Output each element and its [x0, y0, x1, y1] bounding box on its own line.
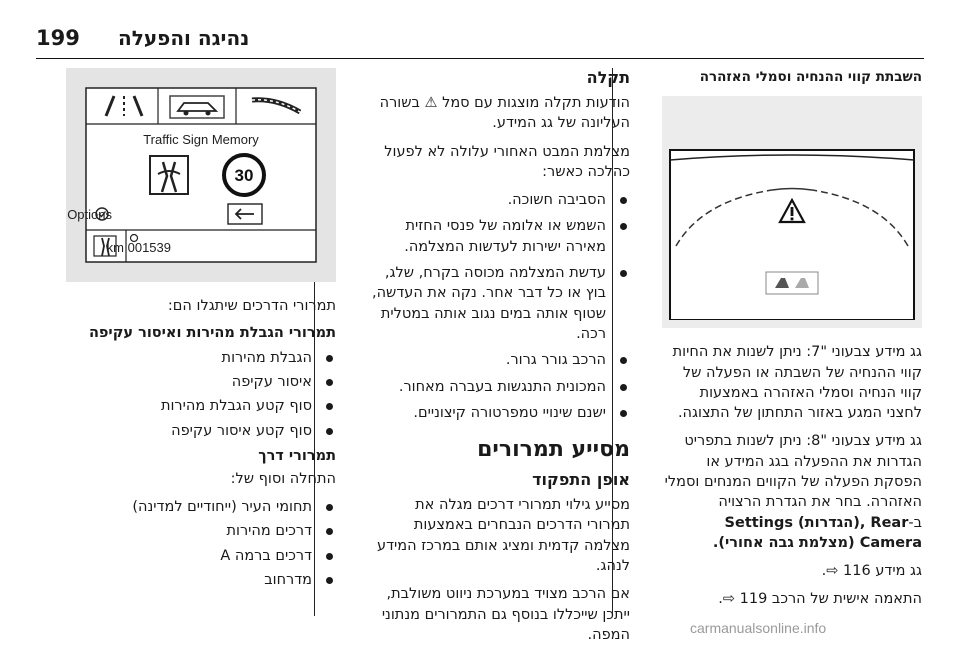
paragraph	[662, 431, 922, 553]
column-right	[662, 68, 922, 612]
odometer-readout: 001539 km	[106, 240, 171, 255]
traffic-sign-display-figure	[66, 68, 336, 282]
list-item: השמש או אלומה של פנסי החזית מאירה ישירות לעדשות המצלמה.	[368, 216, 630, 257]
column-left	[66, 68, 336, 612]
list-item: סוף קטע איסור עקיפה	[66, 421, 336, 441]
watermark: carmanualsonline.info	[690, 620, 827, 636]
sub-heading: אופן התפקוד	[532, 470, 630, 490]
paragraph: אם הרכב מצויד במערכת ניווט משולבת, ייתכן שייכללו בנוסף גם התמרורים מנתוני המפה.	[381, 586, 630, 643]
paragraph: מסייע גילוי תמרורי דרכים מגלה את תמרורי הדרכים הנבחרים באמצעות מצלמה קדמית ומציג אותם במרכז המידע לנהג.	[377, 497, 630, 575]
back-arrow-icon	[228, 204, 262, 224]
paragraph: מצלמת המבט האחורי עלולה לא לפעול כהלכה כאשר:	[384, 143, 630, 180]
page-number: 199	[36, 26, 80, 50]
rear-camera-figure	[662, 96, 922, 328]
list-heading: תמרורי הגבלת מהירות ואיסור עקיפה	[88, 325, 336, 342]
list-item: המכונית התנגשות בעברה מאחור.	[368, 377, 630, 397]
list-item: הגבלת מהירות	[66, 348, 336, 368]
list-item: דרכים מהירות	[66, 521, 336, 541]
list-item: מדרחוב	[66, 570, 336, 590]
list-item: איסור עקיפה	[66, 372, 336, 392]
page-header	[0, 0, 960, 60]
motorway-sign-icon	[150, 156, 188, 194]
section-heading: תקלה	[586, 68, 630, 87]
car-icon	[170, 96, 224, 118]
main-heading: מסייע תמרורים	[477, 437, 630, 463]
list-item: הרכב גורר גרור.	[368, 350, 630, 370]
list-item: הסביבה חשוכה.	[368, 190, 630, 210]
speed-limit-sign	[224, 155, 264, 195]
list-item: ישנם שינויי טמפרטורה קיצוניים.	[368, 403, 630, 423]
traffic-sign-display-illustration	[66, 68, 336, 282]
parking-assist-icon	[766, 272, 818, 294]
paragraph: התחלה וסוף של:	[230, 470, 336, 487]
column-middle	[368, 68, 630, 643]
display-title: Traffic Sign Memory	[143, 132, 259, 147]
list-item: דרכים ברמה A	[66, 546, 336, 566]
list-item: עדשת המצלמה מכוסה בקרח, שלג, בוץ או כל דבר אחר. נקה את העדשה, שטוף אותה במים נגוב אותה במטלית רכה.	[368, 263, 630, 344]
text-run: (מצלמת גבה אחורי).	[712, 534, 860, 551]
list-item: תחומי העיר (ייחודיים למדינה)	[66, 497, 336, 517]
bullet-list	[66, 348, 336, 441]
paragraph: גג מידע צבעוני "7: ניתן לשנות את החיות קווי ההנחיה של השבתה או הפעלה של קווי הנחיה וסמלי האזהרה באמצעות לחצני המגע באזור התחתון של התצוגה.	[672, 344, 922, 422]
paragraph: גג מידע 116 ⇨.	[821, 563, 922, 580]
bullet-list	[368, 190, 630, 423]
paragraph: התאמה אישית של הרכב 119 ⇨.	[718, 591, 922, 608]
rear-camera-illustration	[662, 96, 922, 328]
list-heading: תמרורי דרך	[258, 448, 336, 465]
options-label: Options	[67, 207, 112, 222]
section-heading: השבתת קווי ההנחיה וסמלי האזהרה	[699, 69, 922, 85]
menu-path: Settings (הגדרות), Rear Camera	[724, 514, 922, 551]
text-run: גג מידע צבעוני "8: ניתן לשנות בתפריט הגדרות את ההפעלה בגג המידע או הפסקת הפעלה של הקווים המנחים וסמלי האזהרה. בחר את הגדרת הרצויה ב-	[664, 433, 922, 531]
paragraph: הודעות תקלה מוצגות עם סמל ⚠ בשורה העליונה של גג המידע.	[379, 95, 630, 132]
header-rule	[36, 58, 924, 59]
list-item: סוף קטע הגבלת מהירות	[66, 396, 336, 416]
chapter-title: נהיגה והפעלה	[118, 26, 250, 50]
bullet-list	[66, 497, 336, 590]
paragraph: תמרורי הדרכים שיתגלו הם:	[167, 298, 336, 314]
speed-limit-value: 30	[234, 166, 254, 185]
